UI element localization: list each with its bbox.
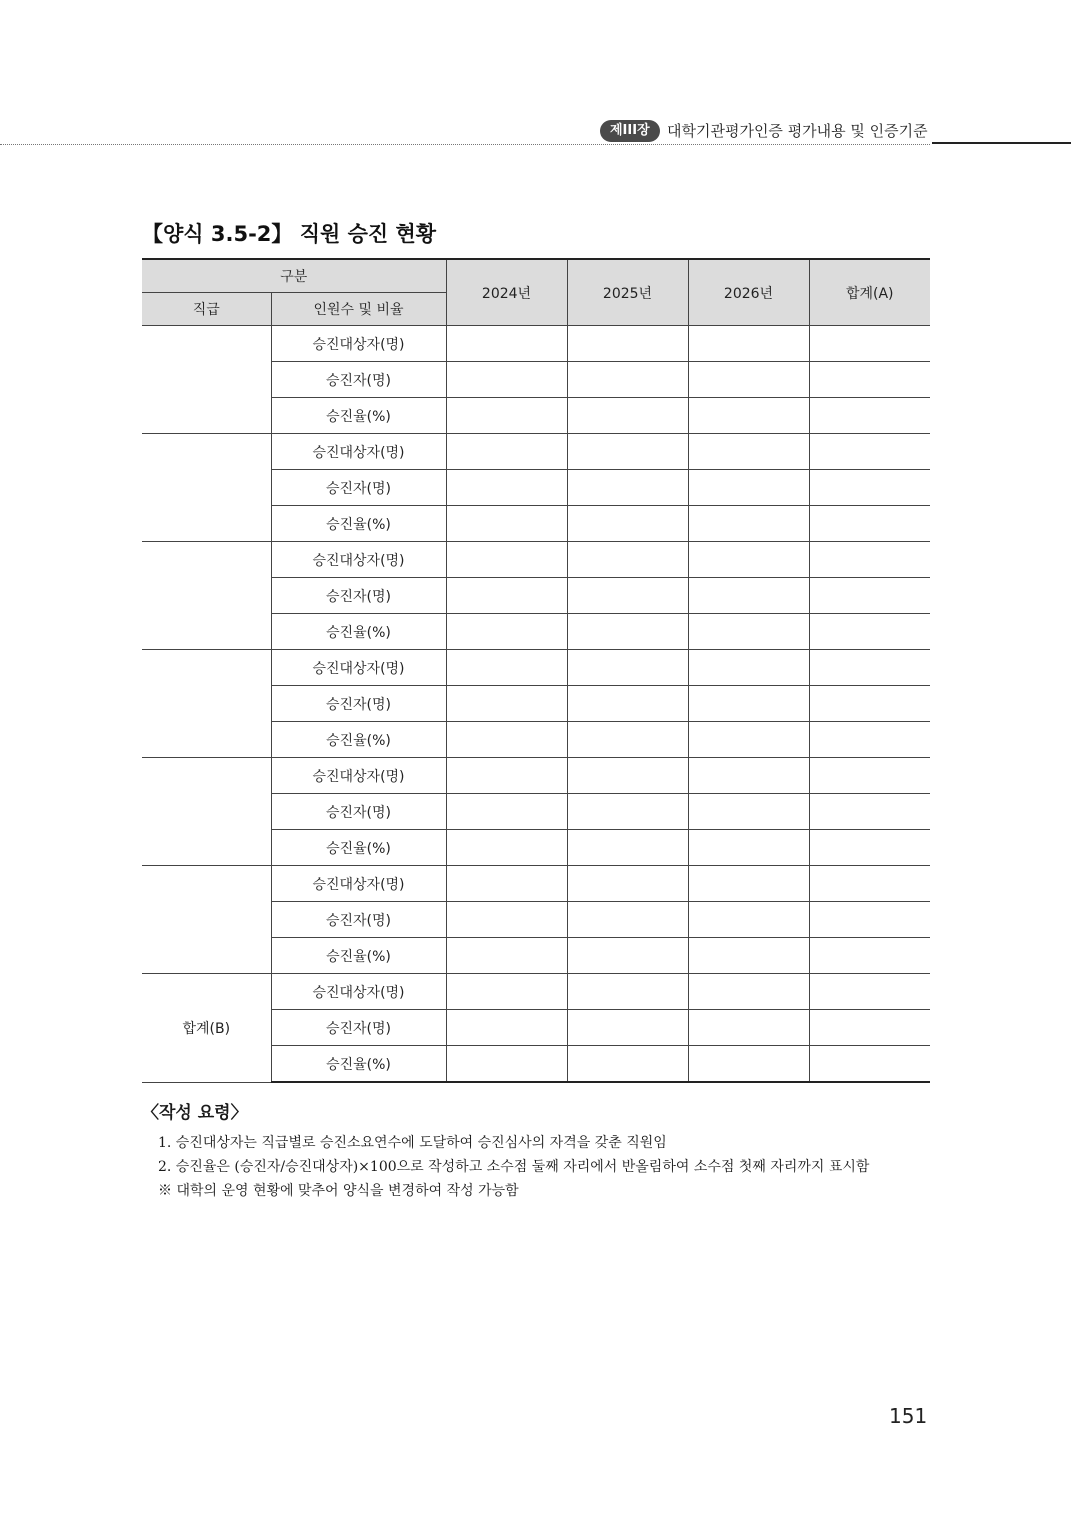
group-header: 구분 bbox=[142, 259, 446, 293]
table-row bbox=[142, 758, 930, 794]
row-label: 승진율(%) bbox=[271, 398, 446, 434]
value-cell[interactable] bbox=[809, 794, 930, 830]
rank-cell[interactable] bbox=[142, 650, 271, 758]
value-cell[interactable] bbox=[567, 326, 688, 362]
total-b-label: 합계(B) bbox=[142, 974, 271, 1083]
value-cell[interactable] bbox=[809, 686, 930, 722]
value-cell[interactable] bbox=[809, 758, 930, 794]
value-cell[interactable] bbox=[567, 830, 688, 866]
row-label: 승진대상자(명) bbox=[271, 650, 446, 686]
value-cell[interactable] bbox=[446, 326, 567, 362]
year-header: 2025년 bbox=[567, 259, 688, 326]
year-header: 2026년 bbox=[688, 259, 809, 326]
value-cell[interactable] bbox=[567, 506, 688, 542]
promotion-table bbox=[142, 258, 930, 1083]
value-cell[interactable] bbox=[688, 722, 809, 758]
value-cell[interactable] bbox=[446, 650, 567, 686]
value-cell[interactable] bbox=[567, 938, 688, 974]
value-cell[interactable] bbox=[446, 686, 567, 722]
value-cell[interactable] bbox=[809, 830, 930, 866]
value-cell[interactable] bbox=[809, 578, 930, 614]
header-rule-bold bbox=[932, 142, 1071, 144]
row-label: 승진율(%) bbox=[271, 614, 446, 650]
value-cell[interactable] bbox=[809, 1010, 930, 1046]
value-cell[interactable] bbox=[809, 362, 930, 398]
value-cell[interactable] bbox=[688, 434, 809, 470]
value-cell[interactable] bbox=[446, 398, 567, 434]
value-cell[interactable] bbox=[567, 614, 688, 650]
value-cell[interactable] bbox=[567, 758, 688, 794]
value-cell[interactable] bbox=[688, 1046, 809, 1083]
value-cell[interactable] bbox=[446, 902, 567, 938]
value-cell[interactable] bbox=[567, 470, 688, 506]
value-cell[interactable] bbox=[688, 1010, 809, 1046]
row-label: 승진대상자(명) bbox=[271, 974, 446, 1010]
value-cell[interactable] bbox=[809, 434, 930, 470]
row-label: 승진대상자(명) bbox=[271, 434, 446, 470]
row-label: 승진율(%) bbox=[271, 938, 446, 974]
type-header: 인원수 및 비율 bbox=[271, 293, 446, 326]
row-label: 승진자(명) bbox=[271, 362, 446, 398]
row-label: 승진대상자(명) bbox=[271, 758, 446, 794]
value-cell[interactable] bbox=[446, 722, 567, 758]
total-a-header: 합계(A) bbox=[809, 259, 930, 326]
value-cell[interactable] bbox=[809, 974, 930, 1010]
value-cell[interactable] bbox=[567, 902, 688, 938]
value-cell[interactable] bbox=[809, 506, 930, 542]
value-cell[interactable] bbox=[809, 470, 930, 506]
value-cell[interactable] bbox=[567, 542, 688, 578]
value-cell[interactable] bbox=[446, 830, 567, 866]
value-cell[interactable] bbox=[688, 326, 809, 362]
table-row bbox=[142, 326, 930, 362]
value-cell[interactable] bbox=[567, 398, 688, 434]
running-header bbox=[0, 118, 1071, 148]
value-cell[interactable] bbox=[446, 542, 567, 578]
value-cell[interactable] bbox=[446, 434, 567, 470]
chapter-badge: 제III장 bbox=[600, 120, 660, 142]
value-cell[interactable] bbox=[446, 1010, 567, 1046]
value-cell[interactable] bbox=[446, 758, 567, 794]
row-label: 승진자(명) bbox=[271, 578, 446, 614]
value-cell[interactable] bbox=[567, 650, 688, 686]
value-cell[interactable] bbox=[688, 866, 809, 902]
instructions bbox=[142, 1098, 932, 1203]
rank-cell[interactable] bbox=[142, 326, 271, 434]
value-cell[interactable] bbox=[446, 974, 567, 1010]
row-label: 승진율(%) bbox=[271, 830, 446, 866]
value-cell[interactable] bbox=[688, 830, 809, 866]
value-cell[interactable] bbox=[446, 506, 567, 542]
table-row bbox=[142, 650, 930, 686]
value-cell[interactable] bbox=[567, 686, 688, 722]
value-cell[interactable] bbox=[688, 362, 809, 398]
header-rule bbox=[0, 144, 930, 145]
rank-cell[interactable] bbox=[142, 542, 271, 650]
value-cell[interactable] bbox=[688, 650, 809, 686]
running-header-title: 대학기관평가인증 평가내용 및 인증기준 bbox=[667, 122, 928, 140]
value-cell[interactable] bbox=[567, 974, 688, 1010]
row-label: 승진대상자(명) bbox=[271, 542, 446, 578]
row-label: 승진율(%) bbox=[271, 506, 446, 542]
value-cell[interactable] bbox=[809, 722, 930, 758]
value-cell[interactable] bbox=[809, 866, 930, 902]
row-label: 승진자(명) bbox=[271, 902, 446, 938]
row-label: 승진자(명) bbox=[271, 470, 446, 506]
table-body bbox=[142, 326, 930, 1083]
rank-cell[interactable] bbox=[142, 434, 271, 542]
value-cell[interactable] bbox=[688, 794, 809, 830]
value-cell[interactable] bbox=[446, 1046, 567, 1083]
value-cell[interactable] bbox=[567, 722, 688, 758]
value-cell[interactable] bbox=[809, 650, 930, 686]
value-cell[interactable] bbox=[567, 1046, 688, 1083]
instruction-item: 1. 승진대상자는 직급별로 승진소요연수에 도달하여 승진심사의 자격을 갖춘 직원임 bbox=[158, 1135, 667, 1151]
row-label: 승진대상자(명) bbox=[271, 326, 446, 362]
value-cell[interactable] bbox=[688, 470, 809, 506]
row-label: 승진율(%) bbox=[271, 1046, 446, 1083]
value-cell[interactable] bbox=[688, 578, 809, 614]
row-label: 승진자(명) bbox=[271, 686, 446, 722]
row-label: 승진대상자(명) bbox=[271, 866, 446, 902]
instruction-item: 2. 승진율은 (승진자/승진대상자)×100으로 작성하고 소수점 둘째 자리에서 반올림하여 소수점 첫째 자리까지 표시함 bbox=[158, 1159, 870, 1175]
value-cell[interactable] bbox=[809, 398, 930, 434]
value-cell[interactable] bbox=[809, 938, 930, 974]
value-cell[interactable] bbox=[446, 866, 567, 902]
row-label: 승진자(명) bbox=[271, 794, 446, 830]
value-cell[interactable] bbox=[567, 1010, 688, 1046]
value-cell[interactable] bbox=[567, 362, 688, 398]
instruction-item: ※ 대학의 운영 현황에 맞추어 양식을 변경하여 작성 가능함 bbox=[158, 1183, 519, 1199]
value-cell[interactable] bbox=[809, 542, 930, 578]
value-cell[interactable] bbox=[688, 542, 809, 578]
table-row bbox=[142, 866, 930, 902]
value-cell[interactable] bbox=[688, 974, 809, 1010]
page-number: 151 bbox=[889, 1404, 928, 1428]
rank-cell[interactable] bbox=[142, 866, 271, 974]
instructions-title: 〈작성 요령〉 bbox=[142, 1103, 248, 1123]
value-cell[interactable] bbox=[809, 1046, 930, 1083]
value-cell[interactable] bbox=[446, 578, 567, 614]
value-cell[interactable] bbox=[809, 902, 930, 938]
value-cell[interactable] bbox=[688, 902, 809, 938]
value-cell[interactable] bbox=[688, 686, 809, 722]
value-cell[interactable] bbox=[567, 794, 688, 830]
row-label: 승진율(%) bbox=[271, 722, 446, 758]
value-cell[interactable] bbox=[567, 866, 688, 902]
value-cell[interactable] bbox=[688, 614, 809, 650]
value-cell[interactable] bbox=[809, 326, 930, 362]
table-row bbox=[142, 542, 930, 578]
value-cell[interactable] bbox=[688, 938, 809, 974]
value-cell[interactable] bbox=[688, 758, 809, 794]
value-cell[interactable] bbox=[567, 434, 688, 470]
value-cell[interactable] bbox=[446, 362, 567, 398]
rank-header: 직급 bbox=[142, 293, 271, 326]
value-cell[interactable] bbox=[446, 938, 567, 974]
year-header: 2024년 bbox=[446, 259, 567, 326]
value-cell[interactable] bbox=[567, 578, 688, 614]
row-label: 승진자(명) bbox=[271, 1010, 446, 1046]
value-cell[interactable] bbox=[688, 398, 809, 434]
value-cell[interactable] bbox=[446, 614, 567, 650]
form-title: 【양식 3.5-2】 직원 승진 현황 bbox=[142, 222, 437, 246]
value-cell[interactable] bbox=[446, 470, 567, 506]
value-cell[interactable] bbox=[446, 794, 567, 830]
table-row bbox=[142, 974, 930, 1010]
value-cell[interactable] bbox=[809, 614, 930, 650]
value-cell[interactable] bbox=[688, 506, 809, 542]
rank-cell[interactable] bbox=[142, 758, 271, 866]
table-row bbox=[142, 434, 930, 470]
